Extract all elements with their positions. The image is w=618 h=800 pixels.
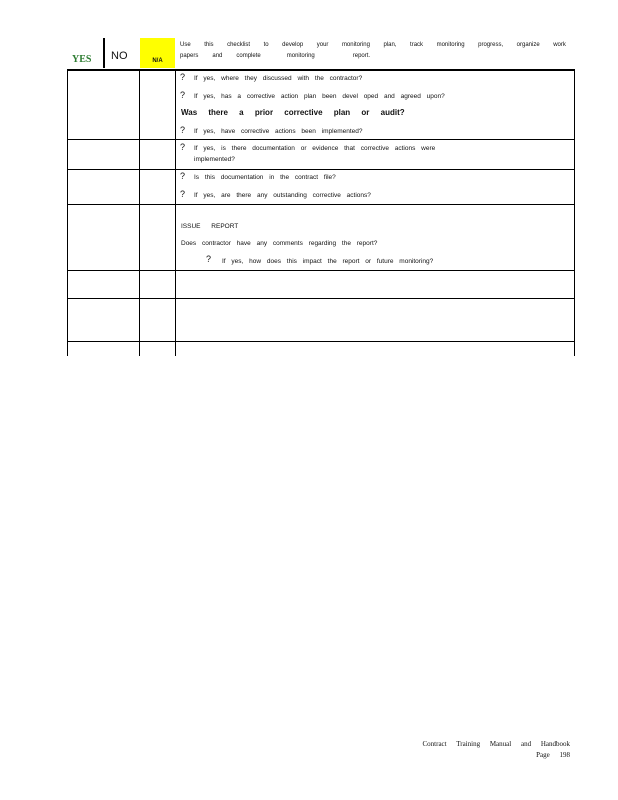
instruction-word: your <box>316 42 329 48</box>
question-bullet: ? <box>180 142 186 152</box>
instruction-word: to <box>263 42 269 48</box>
instruction-word: papers <box>180 53 199 59</box>
row-divider <box>67 139 575 140</box>
instruction-word: checklist <box>227 42 251 48</box>
question-text: If yes, has a corrective action plan been devel oped and agreed upon? <box>194 93 445 100</box>
instructions-line-2 <box>180 51 566 62</box>
question-text: Is this documentation in the contract file? <box>194 174 336 181</box>
yes-column-header: YES <box>72 54 92 65</box>
instruction-word: this <box>204 42 214 48</box>
page-number: Page 198 <box>536 751 570 759</box>
instruction-word: monitoring <box>436 42 465 48</box>
table-top-border <box>67 69 575 71</box>
question-bullet: ? <box>180 171 186 181</box>
question-bullet: ? <box>180 189 186 199</box>
table-right-border <box>574 70 575 356</box>
question-bullet: ? <box>180 125 186 135</box>
col-divider-2 <box>175 70 176 356</box>
instructions-line-1 <box>180 40 566 51</box>
no-column-header: NO <box>111 50 128 62</box>
question-text: If yes, where they discussed with the contractor? <box>194 75 363 82</box>
col-divider-1 <box>139 70 140 356</box>
question-bullet: ? <box>206 254 212 264</box>
na-column-header <box>140 38 175 68</box>
page-footer <box>423 739 571 761</box>
question-text: Does contractor have any comments regarding the report? <box>181 240 378 247</box>
instruction-word: report. <box>352 53 371 59</box>
question-text: If yes, how does this impact the report or future monitoring? <box>222 258 434 265</box>
question-bullet: ? <box>180 90 186 100</box>
question-heading: Was there a prior corrective plan or audit? <box>181 108 405 117</box>
instruction-word: track <box>410 42 424 48</box>
question-text: If yes, are there any outstanding corrective actions? <box>194 192 371 199</box>
row-divider <box>67 270 575 271</box>
table-left-border <box>67 70 68 356</box>
row-divider <box>67 204 575 205</box>
na-label: N/A <box>152 58 163 64</box>
question-text: If yes, is there documentation or evidence that corrective actions were <box>194 145 436 152</box>
instruction-word: Use <box>180 42 191 48</box>
instruction-word: monitoring <box>341 42 370 48</box>
question-text-continued: implemented? <box>194 156 235 163</box>
instruction-word: plan, <box>383 42 397 48</box>
footer-title: Contract Training Manual and Handbook <box>422 740 570 748</box>
row-divider <box>67 298 575 299</box>
instruction-word: work <box>553 42 566 48</box>
instruction-word: and <box>212 53 223 59</box>
instructions-text <box>180 40 566 62</box>
header-divider <box>103 38 105 68</box>
question-bullet: ? <box>180 72 186 82</box>
instruction-word: monitoring <box>286 53 315 59</box>
instruction-word: develop <box>282 42 304 48</box>
instruction-word: organize <box>516 42 540 48</box>
row-divider <box>67 169 575 170</box>
instruction-word: progress, <box>478 42 504 48</box>
row-divider <box>67 341 575 342</box>
instruction-word: complete <box>236 53 261 59</box>
section-title: ISSUE REPORT <box>181 223 239 230</box>
question-text: If yes, have corrective actions been implemented? <box>194 128 363 135</box>
